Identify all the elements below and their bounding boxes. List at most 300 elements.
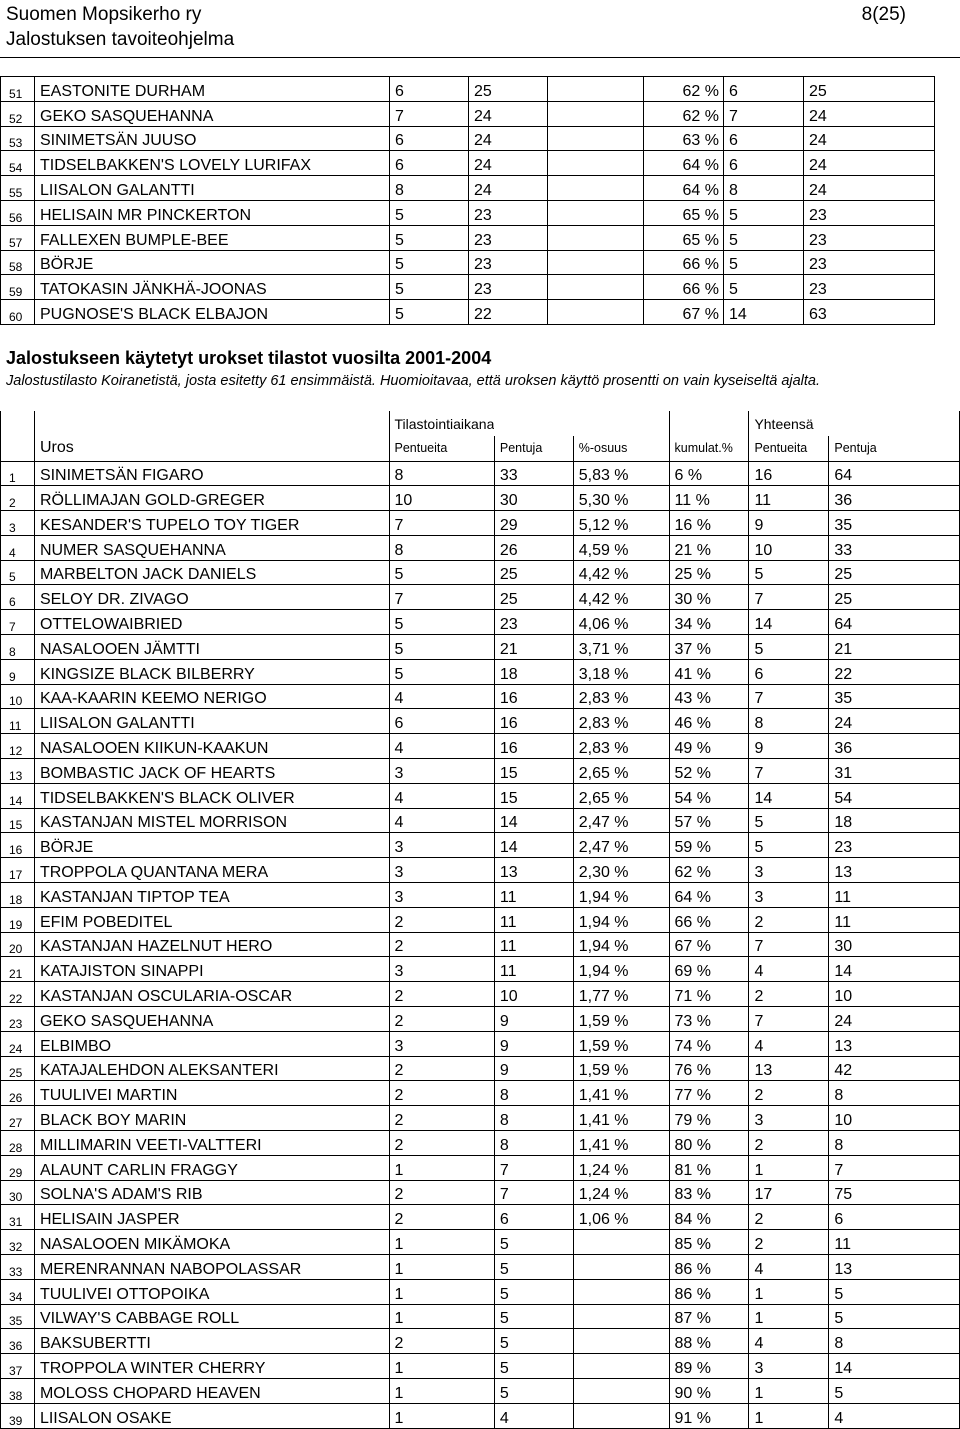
puppies-total: 33 bbox=[829, 535, 960, 560]
litters-total: 7 bbox=[749, 1007, 829, 1032]
dog-name: TROPPOLA WINTER CHERRY bbox=[34, 1354, 389, 1379]
share-percent: 3,18 % bbox=[573, 659, 669, 684]
col-pentuja: Pentuja bbox=[494, 436, 573, 461]
row-number: 12 bbox=[1, 734, 35, 759]
dog-name: RÖLLIMAJAN GOLD-GREGER bbox=[34, 486, 389, 511]
dog-name: EASTONITE DURHAM bbox=[35, 77, 390, 102]
puppies-total: 4 bbox=[829, 1403, 960, 1428]
row-number: 4 bbox=[1, 535, 35, 560]
table-row bbox=[1, 858, 960, 883]
dog-name: MOLOSS CHOPARD HEAVEN bbox=[34, 1378, 389, 1403]
litters: 3 bbox=[389, 858, 494, 883]
cumulative-percent: 16 % bbox=[669, 511, 749, 536]
share-percent: 64 % bbox=[644, 151, 724, 176]
puppies-total: 23 bbox=[804, 250, 935, 275]
litters-total: 1 bbox=[749, 1378, 829, 1403]
puppies-total: 25 bbox=[829, 585, 960, 610]
litters: 5 bbox=[390, 200, 469, 225]
table-row bbox=[1, 1403, 960, 1428]
table-row bbox=[1, 1180, 960, 1205]
puppies: 16 bbox=[494, 734, 573, 759]
puppies: 25 bbox=[494, 560, 573, 585]
litters: 8 bbox=[389, 461, 494, 486]
row-number: 60 bbox=[1, 300, 35, 325]
share-percent: 63 % bbox=[644, 126, 724, 151]
dog-name: BÖRJE bbox=[34, 833, 389, 858]
share-percent: 2,83 % bbox=[573, 734, 669, 759]
row-number: 14 bbox=[1, 783, 35, 808]
row-number: 38 bbox=[1, 1378, 35, 1403]
share-percent: 2,65 % bbox=[573, 783, 669, 808]
share-percent: 1,59 % bbox=[573, 1056, 669, 1081]
table-row bbox=[1, 734, 960, 759]
table-row bbox=[1, 907, 960, 932]
dog-name: KASTANJAN HAZELNUT HERO bbox=[34, 932, 389, 957]
litters: 10 bbox=[389, 486, 494, 511]
cumulative-percent: 25 % bbox=[669, 560, 749, 585]
dog-name: BÖRJE bbox=[35, 250, 390, 275]
table-row bbox=[1, 461, 960, 486]
cumulative-percent: 62 % bbox=[669, 858, 749, 883]
dog-name: MILLIMARIN VEETI-VALTTERI bbox=[34, 1131, 389, 1156]
row-number: 13 bbox=[1, 759, 35, 784]
blank-cell bbox=[548, 151, 644, 176]
table-row bbox=[1, 225, 935, 250]
row-number: 9 bbox=[1, 659, 35, 684]
share-percent: 4,42 % bbox=[573, 560, 669, 585]
table-row bbox=[1, 1329, 960, 1354]
table-row bbox=[1, 1378, 960, 1403]
table-row bbox=[1, 275, 935, 300]
table-row bbox=[1, 1155, 960, 1180]
litters: 2 bbox=[389, 1081, 494, 1106]
litters: 2 bbox=[389, 932, 494, 957]
litters: 3 bbox=[389, 833, 494, 858]
cumulative-percent: 21 % bbox=[669, 535, 749, 560]
dog-name: KATAJISTON SINAPPI bbox=[34, 957, 389, 982]
puppies: 4 bbox=[494, 1403, 573, 1428]
row-number: 16 bbox=[1, 833, 35, 858]
puppies: 14 bbox=[494, 833, 573, 858]
dog-name: EFIM POBEDITEL bbox=[34, 907, 389, 932]
puppies-total: 5 bbox=[829, 1378, 960, 1403]
puppies-total: 14 bbox=[829, 957, 960, 982]
puppies: 24 bbox=[469, 176, 548, 201]
row-number: 3 bbox=[1, 511, 35, 536]
puppies-total: 22 bbox=[829, 659, 960, 684]
dog-name: TATOKASIN JÄNKHÄ-JOONAS bbox=[35, 275, 390, 300]
puppies: 11 bbox=[494, 932, 573, 957]
dog-name: TUULIVEI OTTOPOIKA bbox=[34, 1279, 389, 1304]
table-row bbox=[1, 610, 960, 635]
dog-name: KAA-KAARIN KEEMO NERIGO bbox=[34, 684, 389, 709]
cumulative-percent: 11 % bbox=[669, 486, 749, 511]
row-number: 11 bbox=[1, 709, 35, 734]
litters-total: 3 bbox=[749, 883, 829, 908]
puppies-total: 23 bbox=[829, 833, 960, 858]
table-row bbox=[1, 1205, 960, 1230]
puppies-total: 42 bbox=[829, 1056, 960, 1081]
dog-name: FALLEXEN BUMPLE-BEE bbox=[35, 225, 390, 250]
cumulative-percent: 89 % bbox=[669, 1354, 749, 1379]
share-percent bbox=[573, 1354, 669, 1379]
col-total-pentueita: Pentueita bbox=[749, 436, 829, 461]
litters: 2 bbox=[389, 982, 494, 1007]
table-row bbox=[1, 932, 960, 957]
puppies-total: 13 bbox=[829, 858, 960, 883]
puppies: 8 bbox=[494, 1106, 573, 1131]
dog-name: LIISALON GALANTTI bbox=[35, 176, 390, 201]
col-uros: Uros bbox=[34, 436, 389, 461]
table-row bbox=[1, 101, 935, 126]
row-number: 39 bbox=[1, 1403, 35, 1428]
blank-cell bbox=[548, 101, 644, 126]
puppies: 13 bbox=[494, 858, 573, 883]
share-percent: 2,83 % bbox=[573, 709, 669, 734]
puppies: 5 bbox=[494, 1255, 573, 1280]
dog-name: LIISALON OSAKE bbox=[34, 1403, 389, 1428]
litters-total: 4 bbox=[749, 1255, 829, 1280]
cumulative-percent: 71 % bbox=[669, 982, 749, 1007]
share-percent: 66 % bbox=[644, 250, 724, 275]
litters: 5 bbox=[389, 659, 494, 684]
puppies-total: 7 bbox=[829, 1155, 960, 1180]
share-percent: 1,24 % bbox=[573, 1155, 669, 1180]
dog-name: TUULIVEI MARTIN bbox=[34, 1081, 389, 1106]
table-row bbox=[1, 1056, 960, 1081]
puppies-total: 35 bbox=[829, 511, 960, 536]
share-percent bbox=[573, 1378, 669, 1403]
cumulative-percent: 6 % bbox=[669, 461, 749, 486]
litters: 6 bbox=[390, 126, 469, 151]
litters: 4 bbox=[389, 783, 494, 808]
cumulative-percent: 90 % bbox=[669, 1378, 749, 1403]
litters: 7 bbox=[389, 585, 494, 610]
puppies-total: 64 bbox=[829, 461, 960, 486]
cumulative-percent: 84 % bbox=[669, 1205, 749, 1230]
litters: 2 bbox=[389, 1180, 494, 1205]
share-percent: 1,59 % bbox=[573, 1031, 669, 1056]
litters: 5 bbox=[390, 225, 469, 250]
litters: 7 bbox=[390, 101, 469, 126]
row-number: 28 bbox=[1, 1131, 35, 1156]
row-number: 51 bbox=[1, 77, 35, 102]
puppies: 9 bbox=[494, 1007, 573, 1032]
share-percent: 65 % bbox=[644, 225, 724, 250]
organization-name: Suomen Mopsikerho ry bbox=[6, 4, 202, 25]
puppies-total: 24 bbox=[829, 1007, 960, 1032]
litters-total: 11 bbox=[749, 486, 829, 511]
cumulative-percent: 54 % bbox=[669, 783, 749, 808]
row-number: 20 bbox=[1, 932, 35, 957]
row-number: 5 bbox=[1, 560, 35, 585]
share-percent: 1,41 % bbox=[573, 1081, 669, 1106]
dog-name: PUGNOSE'S BLACK ELBAJON bbox=[35, 300, 390, 325]
blank-cell bbox=[548, 250, 644, 275]
group-total-label: Yhteensä bbox=[749, 411, 829, 436]
puppies: 16 bbox=[494, 684, 573, 709]
puppies-total: 8 bbox=[829, 1329, 960, 1354]
litters-total: 5 bbox=[749, 833, 829, 858]
litters-total: 14 bbox=[724, 300, 804, 325]
litters-total: 2 bbox=[749, 1131, 829, 1156]
litters-total: 3 bbox=[749, 858, 829, 883]
table-row bbox=[1, 709, 960, 734]
puppies-total: 24 bbox=[804, 176, 935, 201]
row-number: 34 bbox=[1, 1279, 35, 1304]
table-row bbox=[1, 684, 960, 709]
table-row bbox=[1, 1354, 960, 1379]
share-percent: 2,65 % bbox=[573, 759, 669, 784]
share-percent: 1,41 % bbox=[573, 1131, 669, 1156]
table-row bbox=[1, 1031, 960, 1056]
table-row bbox=[1, 1279, 960, 1304]
puppies-total: 11 bbox=[829, 907, 960, 932]
row-number: 27 bbox=[1, 1106, 35, 1131]
page-number: 8(25) bbox=[861, 4, 906, 25]
litters-total: 8 bbox=[749, 709, 829, 734]
cumulative-percent: 66 % bbox=[669, 907, 749, 932]
share-percent bbox=[573, 1230, 669, 1255]
cumulative-percent: 88 % bbox=[669, 1329, 749, 1354]
breeding-table-continued bbox=[0, 76, 935, 325]
puppies-total: 8 bbox=[829, 1081, 960, 1106]
row-number: 22 bbox=[1, 982, 35, 1007]
puppies-total: 54 bbox=[829, 783, 960, 808]
table-row bbox=[1, 1106, 960, 1131]
dog-name: HELISAIN MR PINCKERTON bbox=[35, 200, 390, 225]
row-number: 29 bbox=[1, 1155, 35, 1180]
puppies-total: 5 bbox=[829, 1279, 960, 1304]
puppies-total: 6 bbox=[829, 1205, 960, 1230]
share-percent: 1,94 % bbox=[573, 932, 669, 957]
puppies: 30 bbox=[494, 486, 573, 511]
row-number: 55 bbox=[1, 176, 35, 201]
cumulative-percent: 69 % bbox=[669, 957, 749, 982]
puppies: 5 bbox=[494, 1329, 573, 1354]
litters-total: 5 bbox=[724, 200, 804, 225]
col-total-pentuja: Pentuja bbox=[829, 436, 960, 461]
litters: 2 bbox=[389, 1131, 494, 1156]
puppies-total: 10 bbox=[829, 982, 960, 1007]
share-percent: 1,24 % bbox=[573, 1180, 669, 1205]
puppies: 5 bbox=[494, 1354, 573, 1379]
blank-cell bbox=[548, 200, 644, 225]
puppies: 24 bbox=[469, 151, 548, 176]
puppies-total: 8 bbox=[829, 1131, 960, 1156]
puppies-total: 11 bbox=[829, 1230, 960, 1255]
dog-name: NASALOOEN MIKÄMOKA bbox=[34, 1230, 389, 1255]
dog-name: HELISAIN JASPER bbox=[34, 1205, 389, 1230]
litters: 3 bbox=[389, 883, 494, 908]
row-number: 8 bbox=[1, 635, 35, 660]
dog-name: TIDSELBAKKEN'S LOVELY LURIFAX bbox=[35, 151, 390, 176]
puppies-total: 18 bbox=[829, 808, 960, 833]
row-number: 25 bbox=[1, 1056, 35, 1081]
row-number: 21 bbox=[1, 957, 35, 982]
share-percent: 4,42 % bbox=[573, 585, 669, 610]
cumulative-percent: 34 % bbox=[669, 610, 749, 635]
table-row bbox=[1, 1255, 960, 1280]
share-percent bbox=[573, 1304, 669, 1329]
dog-name: SOLNA'S ADAM'S RIB bbox=[34, 1180, 389, 1205]
table-row bbox=[1, 511, 960, 536]
dog-name: BOMBASTIC JACK OF HEARTS bbox=[34, 759, 389, 784]
litters: 6 bbox=[390, 77, 469, 102]
row-number: 26 bbox=[1, 1081, 35, 1106]
share-percent: 5,12 % bbox=[573, 511, 669, 536]
share-percent: 1,94 % bbox=[573, 883, 669, 908]
puppies: 7 bbox=[494, 1180, 573, 1205]
table-row bbox=[1, 833, 960, 858]
row-number: 56 bbox=[1, 200, 35, 225]
row-number: 58 bbox=[1, 250, 35, 275]
table-row bbox=[1, 1230, 960, 1255]
puppies-total: 25 bbox=[829, 560, 960, 585]
litters-total: 6 bbox=[724, 126, 804, 151]
dog-name: SINIMETSÄN FIGARO bbox=[34, 461, 389, 486]
litters-total: 3 bbox=[749, 1106, 829, 1131]
dog-name: NASALOOEN KIIKUN-KAAKUN bbox=[34, 734, 389, 759]
puppies: 10 bbox=[494, 982, 573, 1007]
puppies-total: 11 bbox=[829, 883, 960, 908]
row-number: 32 bbox=[1, 1230, 35, 1255]
puppies: 15 bbox=[494, 759, 573, 784]
dog-name: MARBELTON JACK DANIELS bbox=[34, 560, 389, 585]
table-row bbox=[1, 250, 935, 275]
dog-name: BAKSUBERTTI bbox=[34, 1329, 389, 1354]
cumulative-percent: 73 % bbox=[669, 1007, 749, 1032]
column-header-row bbox=[1, 436, 960, 461]
puppies: 11 bbox=[494, 907, 573, 932]
dog-name: SELOY DR. ZIVAGO bbox=[34, 585, 389, 610]
puppies: 22 bbox=[469, 300, 548, 325]
litters-total: 5 bbox=[749, 560, 829, 585]
row-number: 57 bbox=[1, 225, 35, 250]
litters-total: 6 bbox=[749, 659, 829, 684]
puppies-total: 63 bbox=[804, 300, 935, 325]
row-number: 2 bbox=[1, 486, 35, 511]
puppies-total: 10 bbox=[829, 1106, 960, 1131]
puppies: 23 bbox=[469, 225, 548, 250]
col-kumulat: kumulat.% bbox=[669, 436, 749, 461]
litters: 2 bbox=[389, 1056, 494, 1081]
litters: 5 bbox=[389, 635, 494, 660]
col-pentueita: Pentueita bbox=[389, 436, 494, 461]
share-percent: 1,59 % bbox=[573, 1007, 669, 1032]
litters: 5 bbox=[389, 610, 494, 635]
puppies-total: 35 bbox=[829, 684, 960, 709]
puppies: 26 bbox=[494, 535, 573, 560]
litters: 1 bbox=[389, 1354, 494, 1379]
page-header-left bbox=[6, 2, 234, 52]
puppies: 5 bbox=[494, 1378, 573, 1403]
row-number: 54 bbox=[1, 151, 35, 176]
litters-total: 2 bbox=[749, 1205, 829, 1230]
cumulative-percent: 57 % bbox=[669, 808, 749, 833]
blank-cell bbox=[548, 300, 644, 325]
puppies: 6 bbox=[494, 1205, 573, 1230]
litters: 1 bbox=[389, 1304, 494, 1329]
puppies-total: 13 bbox=[829, 1031, 960, 1056]
cumulative-percent: 43 % bbox=[669, 684, 749, 709]
puppies: 24 bbox=[469, 126, 548, 151]
litters-total: 1 bbox=[749, 1155, 829, 1180]
cumulative-percent: 86 % bbox=[669, 1255, 749, 1280]
litters: 1 bbox=[389, 1279, 494, 1304]
litters-total: 8 bbox=[724, 176, 804, 201]
puppies-total: 21 bbox=[829, 635, 960, 660]
share-percent: 2,30 % bbox=[573, 858, 669, 883]
cumulative-percent: 37 % bbox=[669, 635, 749, 660]
share-percent bbox=[573, 1329, 669, 1354]
litters: 2 bbox=[389, 1106, 494, 1131]
puppies-total: 24 bbox=[804, 101, 935, 126]
cumulative-percent: 30 % bbox=[669, 585, 749, 610]
litters-total: 4 bbox=[749, 1031, 829, 1056]
puppies: 23 bbox=[494, 610, 573, 635]
litters-total: 14 bbox=[749, 610, 829, 635]
puppies-total: 24 bbox=[804, 151, 935, 176]
litters: 1 bbox=[389, 1378, 494, 1403]
puppies-total: 36 bbox=[829, 734, 960, 759]
puppies-total: 23 bbox=[804, 275, 935, 300]
row-number: 59 bbox=[1, 275, 35, 300]
dog-name: TROPPOLA QUANTANA MERA bbox=[34, 858, 389, 883]
puppies: 23 bbox=[469, 275, 548, 300]
table-row bbox=[1, 585, 960, 610]
litters: 5 bbox=[390, 250, 469, 275]
litters-total: 7 bbox=[749, 585, 829, 610]
dog-name: KASTANJAN OSCULARIA-OSCAR bbox=[34, 982, 389, 1007]
table-row bbox=[1, 300, 935, 325]
cumulative-percent: 80 % bbox=[669, 1131, 749, 1156]
puppies: 14 bbox=[494, 808, 573, 833]
table-row bbox=[1, 1007, 960, 1032]
table-row bbox=[1, 957, 960, 982]
dog-name: GEKO SASQUEHANNA bbox=[34, 1007, 389, 1032]
share-percent: 67 % bbox=[644, 300, 724, 325]
table-row bbox=[1, 635, 960, 660]
litters: 6 bbox=[390, 151, 469, 176]
litters: 1 bbox=[389, 1230, 494, 1255]
cumulative-percent: 59 % bbox=[669, 833, 749, 858]
litters-total: 7 bbox=[749, 684, 829, 709]
share-percent: 2,47 % bbox=[573, 833, 669, 858]
group-header-row bbox=[1, 411, 960, 436]
litters-total: 4 bbox=[749, 1329, 829, 1354]
section-subtitle: Jalostustilasto Koiranetistä, josta esitetty 61 ensimmäistä. Huomioitavaa, että uroksen käyttö prosentti on vain kyseiseltä ajalta. bbox=[6, 373, 821, 389]
table-row bbox=[1, 151, 935, 176]
litters-total: 3 bbox=[749, 1354, 829, 1379]
male-stats-table bbox=[0, 411, 960, 1429]
litters-total: 2 bbox=[749, 907, 829, 932]
share-percent: 1,94 % bbox=[573, 957, 669, 982]
litters: 7 bbox=[389, 511, 494, 536]
puppies: 25 bbox=[469, 77, 548, 102]
puppies: 24 bbox=[469, 101, 548, 126]
table-row bbox=[1, 1131, 960, 1156]
row-number: 6 bbox=[1, 585, 35, 610]
cumulative-percent: 52 % bbox=[669, 759, 749, 784]
share-percent: 4,59 % bbox=[573, 535, 669, 560]
puppies: 16 bbox=[494, 709, 573, 734]
dog-name: KATAJALEHDON ALEKSANTERI bbox=[34, 1056, 389, 1081]
dog-name: MERENRANNAN NABOPOLASSAR bbox=[34, 1255, 389, 1280]
dog-name: VILWAY'S CABBAGE ROLL bbox=[34, 1304, 389, 1329]
cumulative-percent: 64 % bbox=[669, 883, 749, 908]
dog-name: ELBIMBO bbox=[34, 1031, 389, 1056]
